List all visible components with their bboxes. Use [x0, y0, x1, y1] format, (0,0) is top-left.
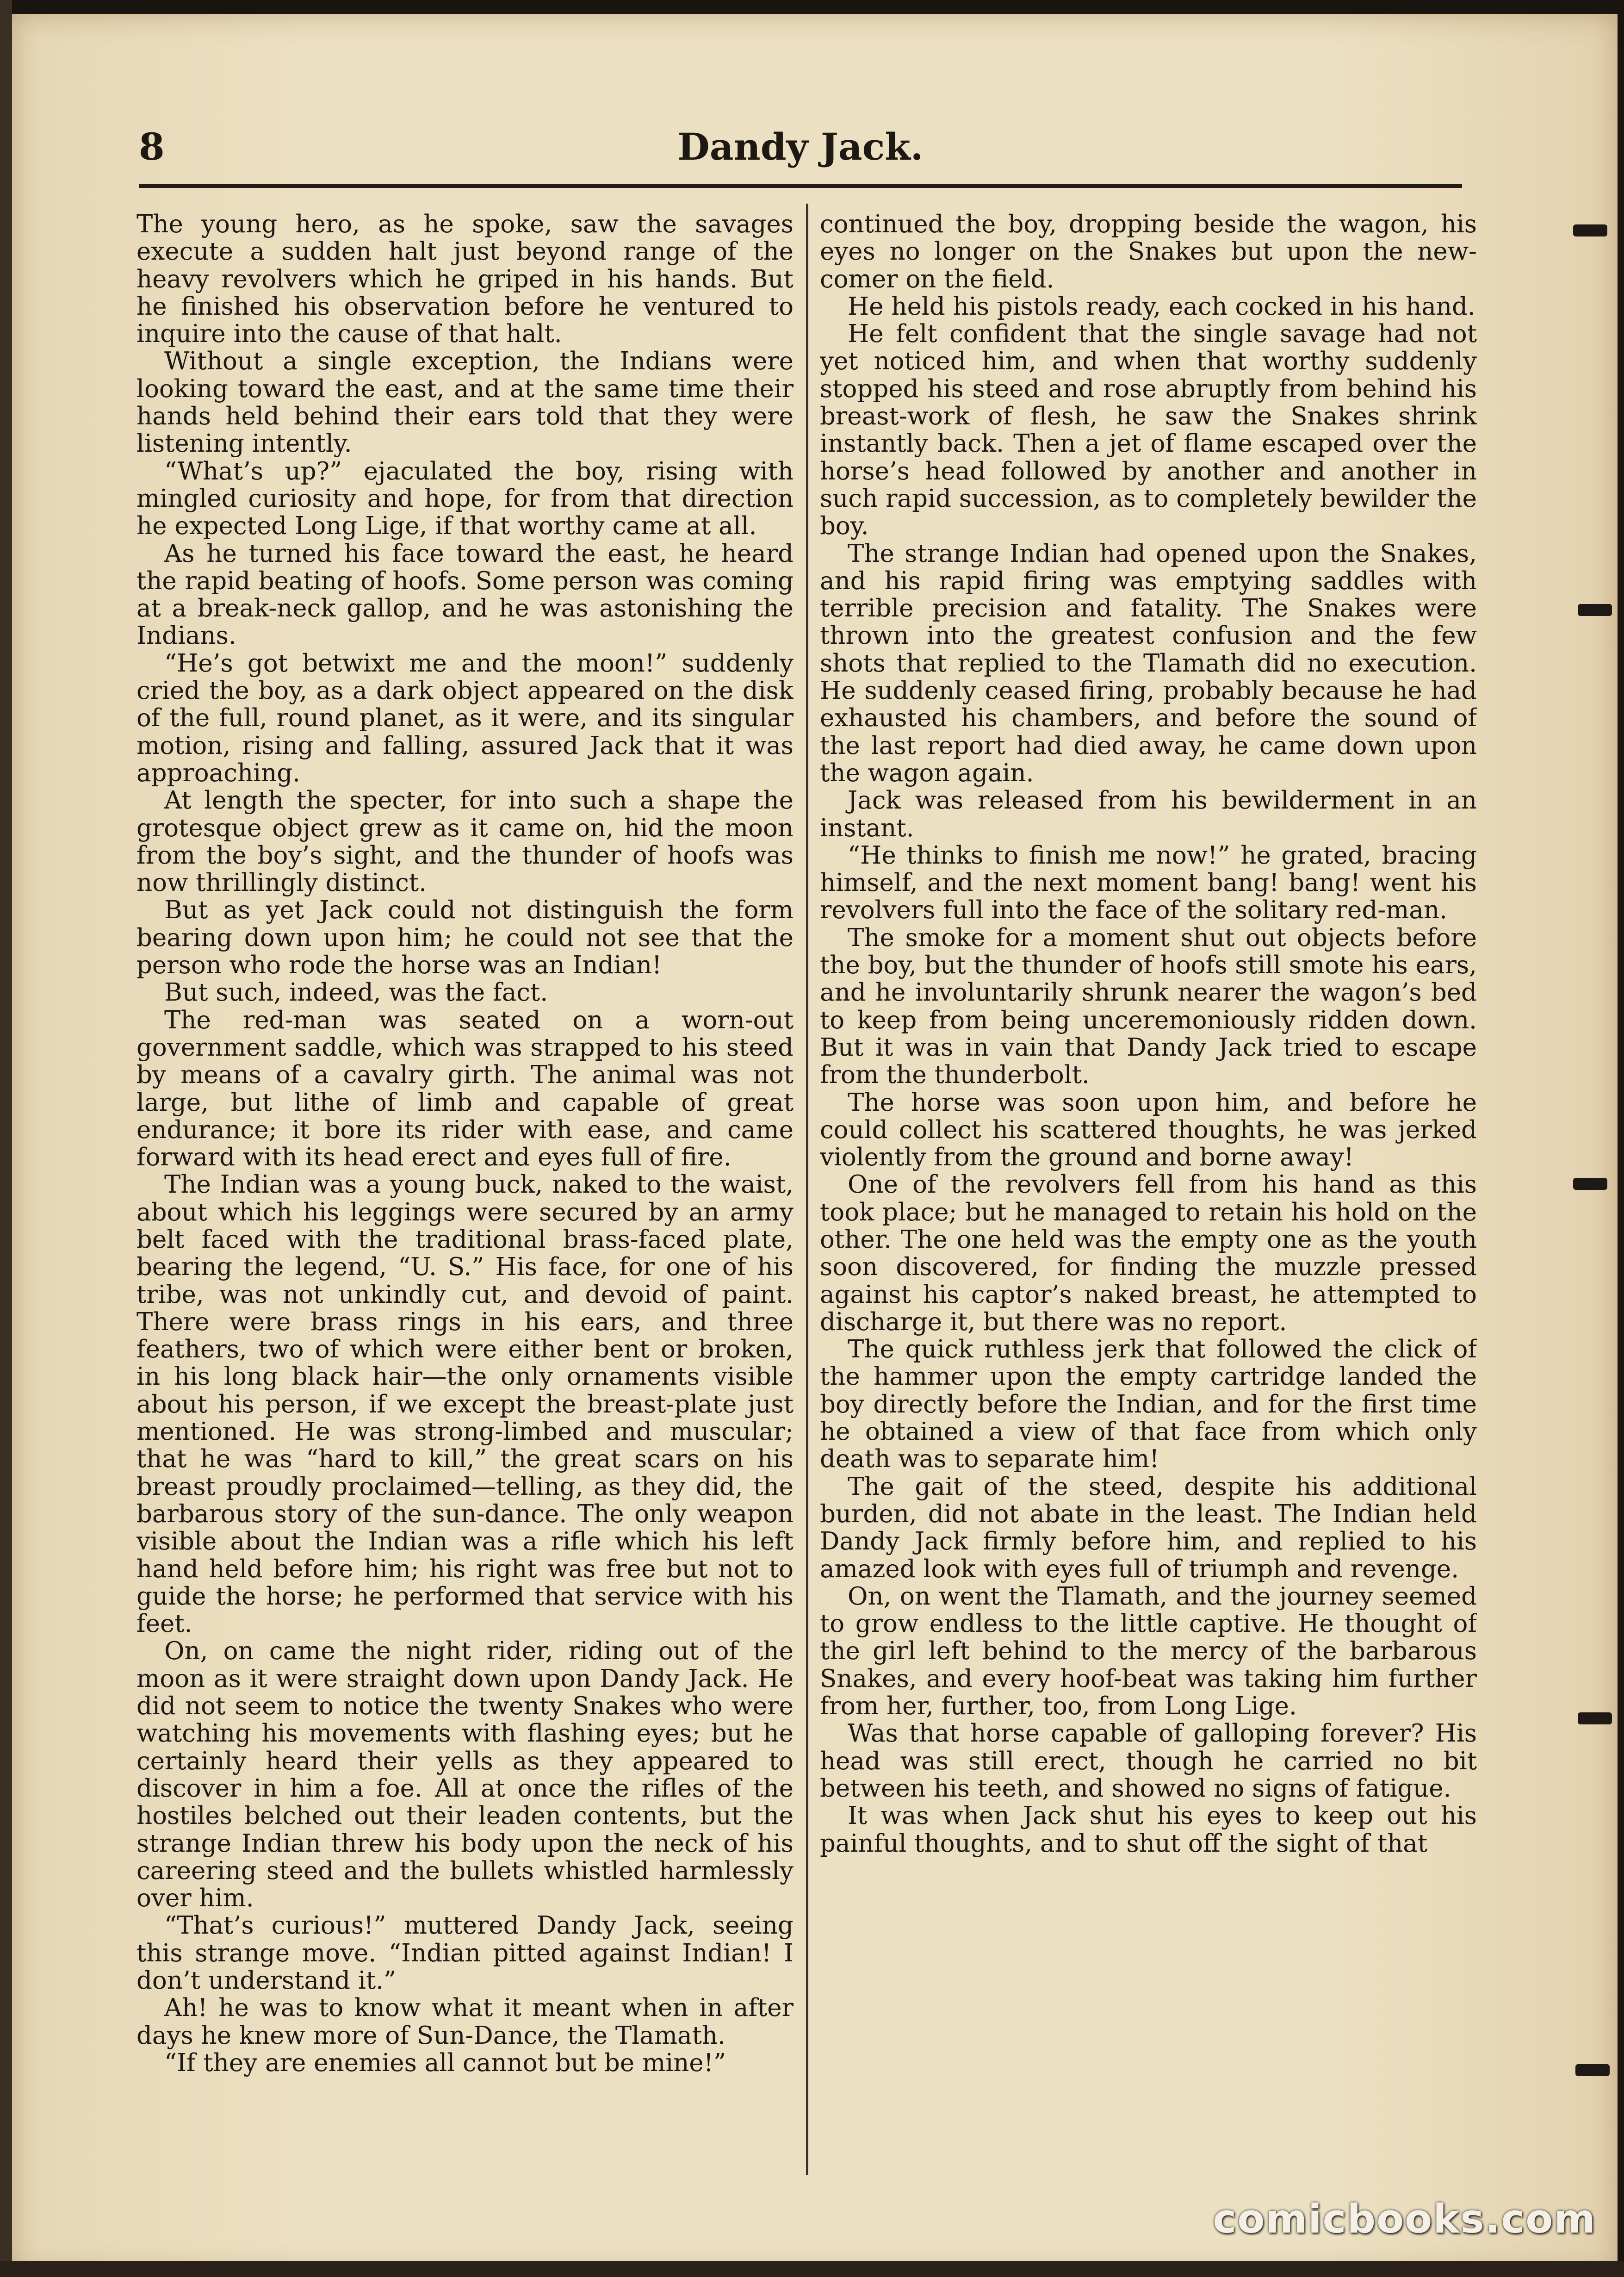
paragraph: It was when Jack shut his eyes to keep out his painful thoughts, and to shut off the sight of that: [820, 1802, 1477, 1858]
paragraph: One of the revolvers fell from his hand as this took place; but he managed to retain his hold on the other. The one held was the empty one as the youth soon discovered, for finding the muzzle pressed against his captor’s naked breast, he attempted to discharge it, but there was no report.: [820, 1170, 1477, 1336]
paragraph: “If they are enemies all cannot but be mine!”: [164, 2048, 726, 2077]
paragraph: The gait of the steed, despite his additional burden, did not abate in the least. The Indian held Dandy Jack firmly before him, and replied to his amazed look with eyes full of triumph and revenge.: [820, 1472, 1477, 1583]
page-number: 8: [139, 125, 165, 168]
paragraph: He felt confident that the single savage had not yet noticed him, and when that worthy suddenly stopped his steed and rose abruptly from behind his breast-work of flesh, he saw the Snakes shrink instantly back. Then a jet of flame escaped over the horse’s head followed by another and another in such rapid succession, as to completely bewilder the boy.: [820, 320, 1477, 541]
paragraph: On, on came the night rider, riding out of the moon as it were straight down upon Dandy Jack. He did not seem to notice the twenty Snakes who were watching his movements with flashing eyes; but he certainly heard their yells as they appeared to discover in him a foe. All at once the rifles of the hostiles belched out their leaden contents, but the strange Indian threw his body upon the neck of his careering steed and the bullets whistled harmlessly over him.: [136, 1637, 793, 1913]
paragraph: The horse was soon upon him, and before he could collect his scattered thoughts, he was jerked violently from the ground and borne away!: [820, 1088, 1477, 1172]
header-rule: [139, 184, 1462, 188]
paragraph: The red-man was seated on a worn-out government saddle, which was strapped to his steed by means of a cavalry girth. The animal was not large, but lithe of limb and capable of great endurance; it bore its rider with ease, and came forward with its head erect and eyes full of fire.: [136, 1006, 793, 1172]
binding-staple: [1575, 2064, 1610, 2076]
column-divider: [806, 204, 808, 2175]
paragraph: “What’s up?” ejaculated the boy, rising with mingled curiosity and hope, for from that direction he expected Long Lige, if that worthy came at all.: [136, 457, 793, 541]
paragraph: “He thinks to finish me now!” he grated, bracing himself, and the next moment bang! bang! went his revolvers full into the face of the solitary red-man.: [820, 841, 1477, 925]
right-column: [820, 211, 1477, 2164]
paragraph: He held his pistols ready, each cocked in his hand.: [848, 292, 1475, 321]
paragraph: As he turned his face toward the east, he heard the rapid beating of hoofs. Some person was coming at a break-neck gallop, and he was astonishing the Indians.: [136, 539, 793, 650]
page-header: [139, 125, 1462, 176]
paragraph: The strange Indian had opened upon the Snakes, and his rapid firing was emptying saddles with terrible precision and fatality. The Snakes were thrown into the greatest confusion and the few shots that replied to the Tlamath did no execution. He suddenly ceased firing, probably because he had exhausted his chambers, and before the sound of the last report had died away, he came down upon the wagon again.: [820, 539, 1477, 787]
paragraph: The smoke for a moment shut out objects before the boy, but the thunder of hoofs still smote his ears, and he involuntarily shrunk nearer the wagon’s bed to keep from being unceremoniously ridden down. But it was in vain that Dandy Jack tried to escape from the thunderbolt.: [820, 923, 1477, 1089]
binding-staple: [1573, 1178, 1607, 1190]
binding-staple: [1578, 604, 1612, 616]
paragraph: The quick ruthless jerk that followed the click of the hammer upon the empty cartridge landed the boy directly before the Indian, and for the first time he obtained a view of that face from which only death was to separate him!: [820, 1335, 1477, 1474]
paragraph: But such, indeed, was the fact.: [164, 978, 548, 1007]
binding-staple: [1578, 1712, 1612, 1724]
paragraph: Jack was released from his bewilderment in an instant.: [820, 786, 1477, 842]
paragraph: The Indian was a young buck, naked to the waist, about which his leggings were secured by an army belt faced with the traditional brass-faced plate, bearing the legend, “U. S.” His face, for one of his tribe, was not unkindly cut, and devoid of paint. There were brass rings in his ears, and three feathers, two of which were either bent or broken, in his long black hair—the only ornaments visible about his person, if we except the breast-plate just mentioned. He was strong-limbed and muscular; that he was “hard to kill,” the great scars on his breast proudly proclaimed—telling, as they did, the barbarous story of the sun-dance. The only weapon visible about the Indian was a rifle which his left hand held before him; his right was free but not to guide the horse; he performed that service with his feet.: [136, 1170, 793, 1638]
binding-staple: [1573, 224, 1607, 236]
left-column: [136, 211, 793, 2164]
paragraph: Was that horse capable of galloping forever? His head was still erect, though he carried no bit between his teeth, and showed no signs of fatigue.: [820, 1719, 1477, 1803]
running-title: Dandy Jack.: [677, 125, 924, 168]
scan-left-edge: [0, 0, 12, 2277]
paragraph: On, on went the Tlamath, and the journey seemed to grow endless to the little captive. He thought of the girl left behind to the mercy of the barbarous Snakes, and every hoof-beat was taking him further from her, further, too, from Long Lige.: [820, 1582, 1477, 1721]
paragraph: continued the boy, dropping beside the wagon, his eyes no longer on the Snakes but upon the new-comer on the field.: [820, 211, 1477, 293]
paragraph: At length the specter, for into such a shape the grotesque object grew as it came on, hid the moon from the boy’s sight, and the thunder of hoofs was now thrillingly distinct.: [136, 786, 793, 897]
paragraph: Ah! he was to know what it meant when in after days he knew more of Sun-Dance, the Tlamath.: [136, 1994, 793, 2050]
watermark: comicbooks.com: [1213, 2196, 1596, 2242]
paragraph: “That’s curious!” muttered Dandy Jack, seeing this strange move. “Indian pitted against Indian! I don’t understand it.”: [136, 1911, 793, 1995]
paragraph: The young hero, as he spoke, saw the savages execute a sudden halt just beyond range of the heavy revolvers which he griped in his hands. But he finished his observation before he ventured to inquire into the cause of that halt.: [136, 211, 793, 348]
scan-bottom-edge: [0, 2261, 1624, 2277]
paragraph: “He’s got betwixt me and the moon!” suddenly cried the boy, as a dark object appeared on the disk of the full, round planet, as it were, and its singular motion, rising and falling, assured Jack that it was approaching.: [136, 649, 793, 787]
paragraph: Without a single exception, the Indians were looking toward the east, and at the same time their hands held behind their ears told that they were listening intently.: [136, 347, 793, 458]
paragraph: But as yet Jack could not distinguish the form bearing down upon him; he could not see that the person who rode the horse was an Indian!: [136, 896, 793, 980]
